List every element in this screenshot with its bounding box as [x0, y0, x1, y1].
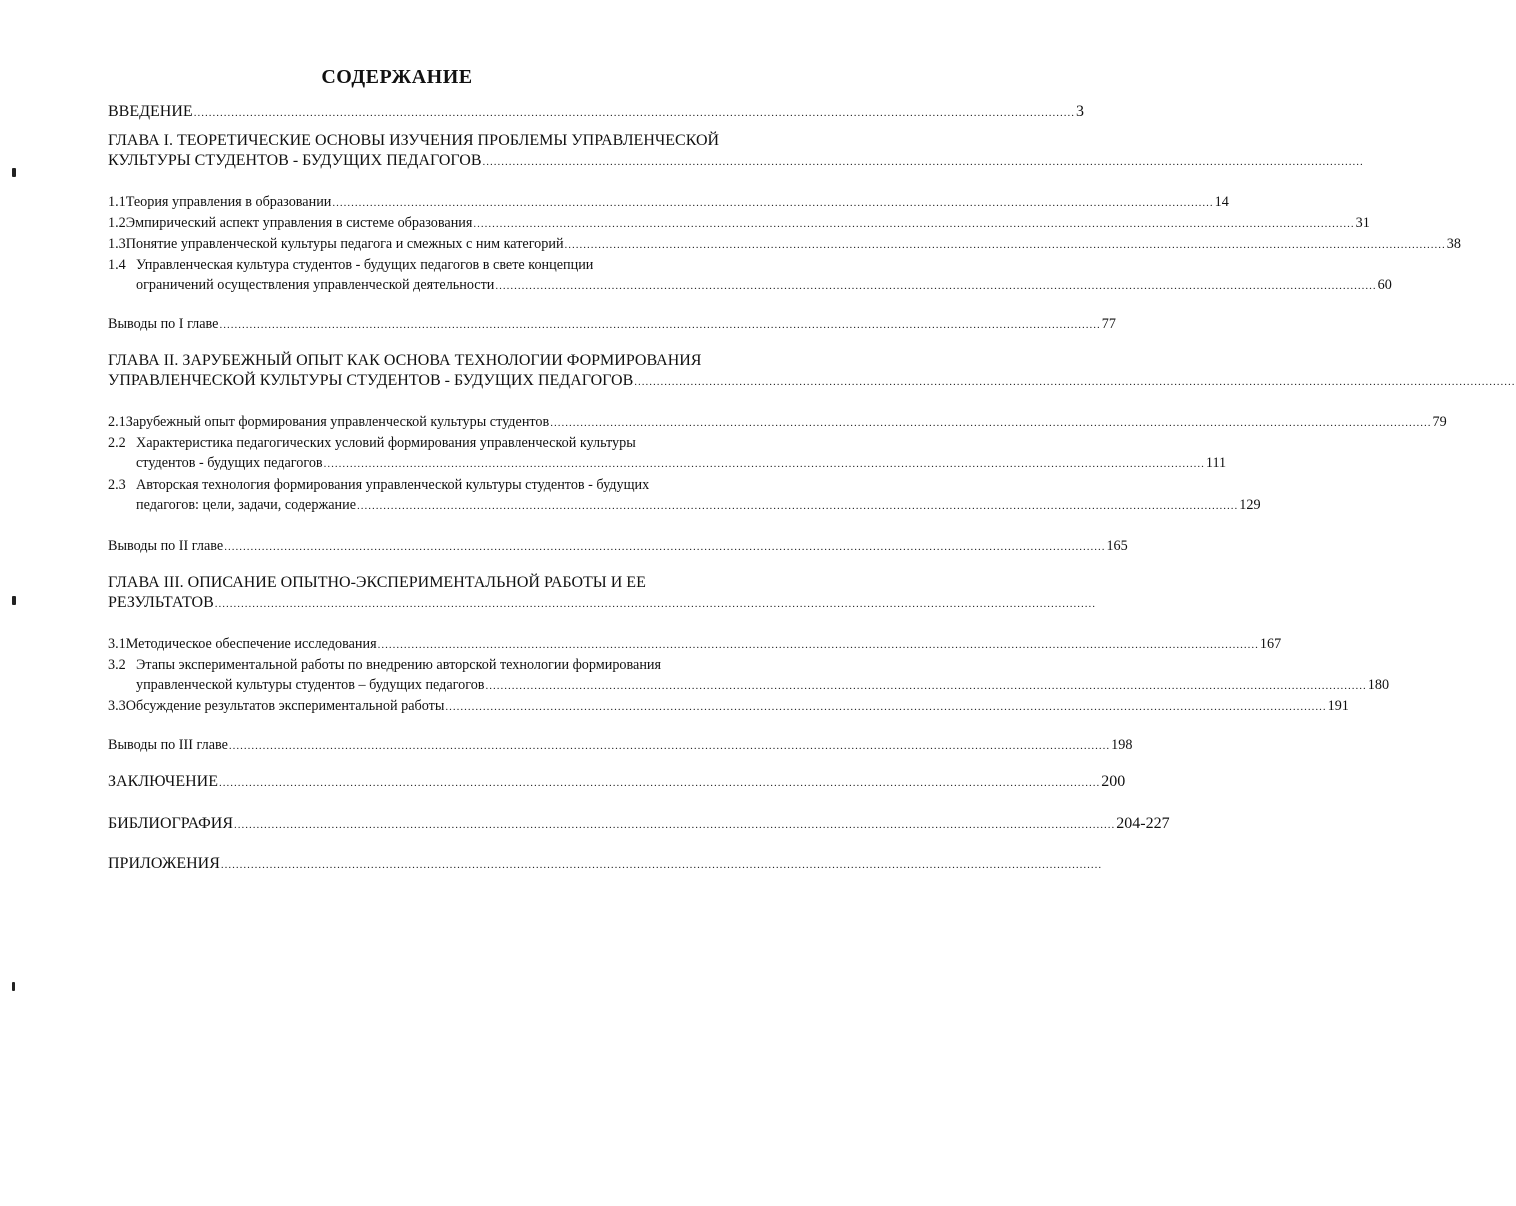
dot-leader: ........................................................................................................................................................................................................................................... [564, 239, 1446, 251]
section-label: ограничений осуществления управленческой деятельности [136, 277, 495, 293]
section-number: 2.1 [108, 414, 126, 430]
toc-section-1-4[interactable] [108, 255, 1392, 296]
toc-conclusions-2[interactable] [108, 536, 1128, 557]
dot-leader: ........................................................................................................................................................................................................................................... [228, 740, 1111, 752]
dot-leader: ........................................................................................................................................................................................................................................... [445, 701, 1327, 713]
toc-page-number: 79 [1432, 414, 1447, 430]
toc-page-number: 180 [1367, 677, 1390, 693]
toc-page-number: 31 [1355, 215, 1370, 231]
section-label: Зарубежный опыт формирования управленческой культуры студентов [125, 414, 550, 430]
toc-page-number: 191 [1327, 698, 1349, 714]
dot-leader: ........................................................................................................................................................................................................................................... [550, 417, 1432, 429]
chapter-title-line: УПРАВЛЕНЧЕСКОЙ КУЛЬТУРЫ СТУДЕНТОВ - БУДУЩИХ ПЕДАГОГОВ [108, 372, 634, 389]
dot-leader: ........................................................................................................................................................................................................................................... [495, 280, 1377, 292]
toc-page-number: 204-227 [1116, 815, 1170, 832]
chapter-title-line: РЕЗУЛЬТАТОВ [108, 594, 214, 611]
dot-leader: ........................................................................................................................................................................................................................................... [218, 777, 1101, 789]
toc-section-3-1[interactable] [108, 634, 1282, 655]
section-number: 2.3 [108, 477, 126, 493]
toc-section-3-3[interactable] [108, 696, 1349, 717]
toc-page-number: 14 [1214, 194, 1229, 210]
toc-page-number: 77 [1101, 316, 1116, 332]
section-label: Этапы экспериментальной работы по внедрению авторской технологии формирования [136, 657, 662, 673]
section-label: Управленческая культура студентов - будущих педагогов в свете концепции [136, 257, 594, 273]
dot-leader: ........................................................................................................................................................................................................................................... [473, 218, 1355, 230]
chapter-title-line: ГЛАВА II. ЗАРУБЕЖНЫЙ ОПЫТ КАК ОСНОВА ТЕХНОЛОГИИ ФОРМИРОВАНИЯ [108, 352, 702, 369]
section-number: 3.2 [108, 657, 126, 673]
dot-leader: ........................................................................................................................................................................................................................................... [214, 598, 1097, 610]
chapter-title-line: КУЛЬТУРЫ СТУДЕНТОВ - БУДУЩИХ ПЕДАГОГОВ [108, 152, 482, 169]
section-number: 2.2 [108, 435, 126, 451]
dot-leader: ........................................................................................................................................................................................................................................... [482, 156, 1364, 168]
dot-leader: ........................................................................................................................................................................................................................................... [357, 500, 1239, 512]
toc-chapter-3[interactable] [108, 573, 1097, 614]
toc-section-1-3[interactable] [108, 234, 1461, 255]
toc-page-number: 60 [1377, 277, 1392, 293]
section-number: 1.4 [108, 257, 126, 273]
toc-entry-label: Выводы по I главе [108, 316, 219, 332]
toc-entry-label: Выводы по III главе [108, 737, 228, 753]
toc-page-number: 129 [1239, 497, 1261, 513]
dot-leader: ........................................................................................................................................................................................................................................... [634, 376, 1516, 388]
toc-entry-label: ПРИЛОЖЕНИЯ [108, 855, 220, 872]
scan-artifact-mark [12, 168, 16, 177]
dot-leader: ........................................................................................................................................................................................................................................... [234, 819, 1116, 831]
toc-section-2-3[interactable] [108, 475, 1261, 516]
toc-page-number: 38 [1446, 236, 1461, 252]
section-label: Понятие управленческой культуры педагога и смежных с ним категорий [125, 236, 564, 252]
page-title: СОДЕРЖАНИЕ [321, 66, 473, 88]
toc-entry-label: ВВЕДЕНИЕ [108, 103, 193, 120]
section-label: Обсуждение результатов экспериментальной работы [125, 698, 445, 714]
toc-page-number: 200 [1101, 773, 1126, 790]
toc-page-number: 167 [1259, 636, 1282, 652]
chapter-title-line: ГЛАВА III. ОПИСАНИЕ ОПЫТНО-ЭКСПЕРИМЕНТАЛЬНОЙ РАБОТЫ И ЕЕ [108, 574, 646, 591]
section-label: Теория управления в образовании [125, 194, 332, 210]
chapter-title-line: ГЛАВА I. ТЕОРЕТИЧЕСКИЕ ОСНОВЫ ИЗУЧЕНИЯ ПРОБЛЕМЫ УПРАВЛЕНЧЕСКОЙ [108, 132, 720, 149]
dot-leader: ........................................................................................................................................................................................................................................... [219, 319, 1101, 331]
toc-page-number: 198 [1111, 737, 1133, 753]
toc-section-2-2[interactable] [108, 433, 1227, 474]
dot-leader: ........................................................................................................................................................................................................................................... [220, 859, 1103, 871]
section-label: Методическое обеспечение исследования [125, 636, 377, 652]
section-number: 3.3 [108, 698, 126, 714]
toc-entry-bibliography[interactable] [108, 814, 1170, 835]
toc-section-1-1[interactable] [108, 192, 1229, 213]
toc-page-number: 3 [1075, 103, 1084, 120]
toc-entry-appendices[interactable] [108, 854, 1103, 875]
dot-leader: ........................................................................................................................................................................................................................................... [224, 541, 1106, 553]
dot-leader: ........................................................................................................................................................................................................................................... [193, 107, 1075, 119]
toc-conclusions-3[interactable] [108, 735, 1133, 756]
section-label: педагогов: цели, задачи, содержание [136, 497, 357, 513]
section-number: 1.1 [108, 194, 126, 210]
dot-leader: ........................................................................................................................................................................................................................................... [323, 458, 1205, 470]
section-number: 1.2 [108, 215, 126, 231]
toc-chapter-2[interactable] [108, 351, 1516, 392]
section-label: Эмпирический аспект управления в системе образования [125, 215, 473, 231]
toc-section-1-2[interactable] [108, 213, 1370, 234]
toc-section-2-1[interactable] [108, 412, 1447, 433]
dot-leader: ........................................................................................................................................................................................................................................... [485, 680, 1367, 692]
toc-entry-label: БИБЛИОГРАФИЯ [108, 815, 234, 832]
toc-entry-intro[interactable] [108, 102, 1084, 123]
section-label: Авторская технология формирования управленческой культуры студентов - будущих [136, 477, 650, 493]
toc-page-number: 165 [1106, 538, 1128, 554]
toc-chapter-1[interactable] [108, 131, 1364, 172]
toc-conclusions-1[interactable] [108, 314, 1116, 335]
dot-leader: ........................................................................................................................................................................................................................................... [377, 639, 1259, 651]
toc-entry-conclusion[interactable] [108, 772, 1126, 793]
section-label: управленческой культуры студентов – будущих педагогов [136, 677, 485, 693]
toc-page-number: 111 [1205, 455, 1227, 471]
section-number: 1.3 [108, 236, 126, 252]
toc-entry-label: ЗАКЛЮЧЕНИЕ [108, 773, 218, 790]
toc-entry-label: Выводы по II главе [108, 538, 224, 554]
scan-artifact-mark [12, 982, 15, 991]
toc-section-3-2[interactable] [108, 655, 1390, 696]
section-number: 3.1 [108, 636, 126, 652]
section-label: студентов - будущих педагогов [136, 455, 323, 471]
scan-artifact-mark [12, 596, 16, 605]
dot-leader: ........................................................................................................................................................................................................................................... [332, 197, 1214, 209]
section-label: Характеристика педагогических условий формирования управленческой культуры [136, 435, 636, 451]
